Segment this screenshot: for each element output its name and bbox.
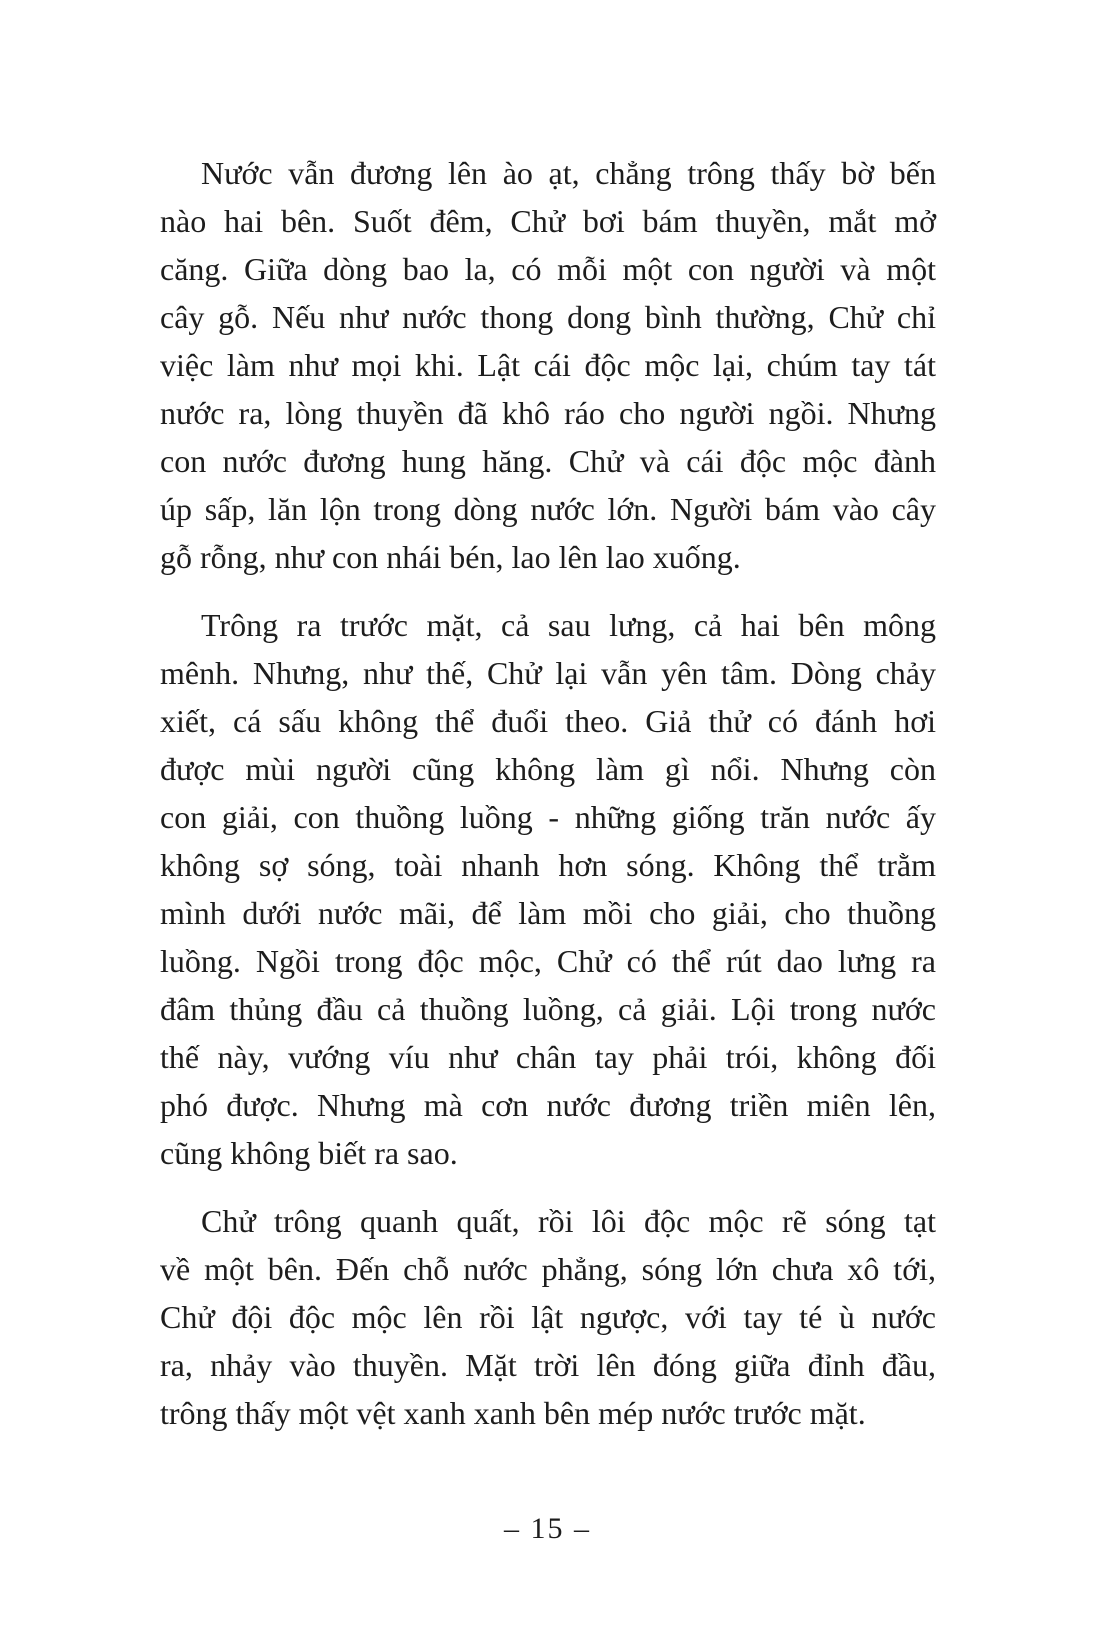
text-line: phó được. Nhưng mà cơn nước đương triền miên lên, (160, 1087, 936, 1123)
text-line: trông thấy một vệt xanh xanh bên mép nước trước mặt. (160, 1395, 866, 1431)
text-line: Chử trông quanh quất, rồi lôi độc mộc rẽ sóng tạt (201, 1203, 936, 1239)
text-block (160, 149, 936, 1437)
text-line: Nước vẫn đương lên ào ạt, chẳng trông thấy bờ bến (201, 155, 936, 191)
text-line: đâm thủng đầu cả thuồng luồng, cả giải. Lội trong nước (160, 991, 936, 1027)
text-line: Trông ra trước mặt, cả sau lưng, cả hai bên mông (201, 607, 936, 643)
text-line: cây gỗ. Nếu như nước thong dong bình thường, Chử chỉ (160, 299, 936, 335)
text-line: nào hai bên. Suốt đêm, Chử bơi bám thuyền, mắt mở (160, 203, 936, 239)
page-number: – 15 – (504, 1512, 591, 1545)
text-line: luồng. Ngồi trong độc mộc, Chử có thể rút dao lưng ra (160, 943, 936, 979)
text-line: con giải, con thuồng luồng - những giống trăn nước ấy (160, 799, 936, 835)
text-line: gỗ rỗng, như con nhái bén, lao lên lao xuống. (160, 539, 741, 575)
text-line: không sợ sóng, toài nhanh hơn sóng. Không thể trằm (160, 847, 936, 883)
text-line: úp sấp, lăn lộn trong dòng nước lớn. Người bám vào cây (160, 491, 936, 527)
text-line: cũng không biết ra sao. (160, 1135, 458, 1171)
text-line: mênh. Nhưng, như thế, Chử lại vẫn yên tâm. Dòng chảy (160, 655, 936, 691)
text-line: ra, nhảy vào thuyền. Mặt trời lên đóng giữa đỉnh đầu, (160, 1347, 936, 1383)
paragraph (160, 601, 936, 1177)
text-line: con nước đương hung hăng. Chử và cái độc mộc đành (160, 443, 936, 479)
paragraph (160, 1197, 936, 1437)
text-line: nước ra, lòng thuyền đã khô ráo cho người ngồi. Nhưng (160, 395, 936, 431)
text-line: xiết, cá sấu không thể đuổi theo. Giả thử có đánh hơi (160, 703, 936, 739)
text-line: căng. Giữa dòng bao la, có mỗi một con người và một (160, 251, 936, 287)
text-line: mình dưới nước mãi, để làm mồi cho giải, cho thuồng (160, 895, 936, 931)
text-line: việc làm như mọi khi. Lật cái độc mộc lại, chúm tay tát (160, 347, 936, 383)
paragraph (160, 149, 936, 581)
text-line: về một bên. Đến chỗ nước phẳng, sóng lớn chưa xô tới, (160, 1251, 936, 1287)
text-line: được mùi người cũng không làm gì nổi. Nhưng còn (160, 751, 936, 787)
text-line: thế này, vướng víu như chân tay phải trói, không đối (160, 1039, 936, 1075)
text-line: Chử đội độc mộc lên rồi lật ngược, với tay té ù nước (160, 1299, 936, 1335)
